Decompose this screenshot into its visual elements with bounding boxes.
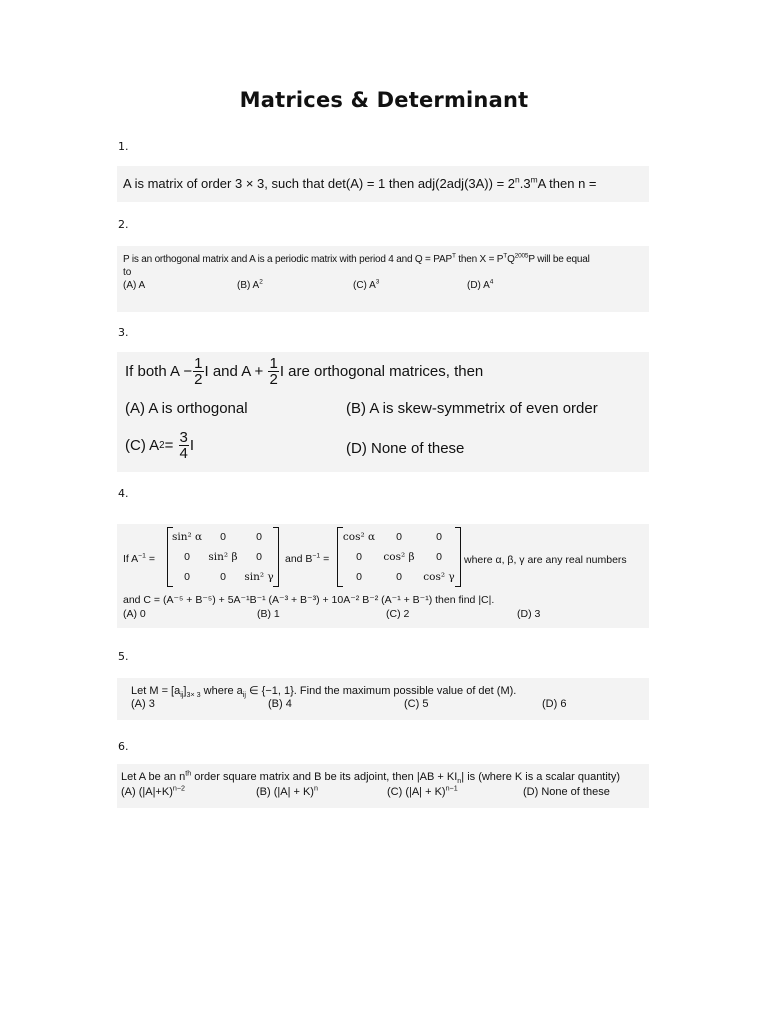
q6-option-d-label: (D) None of these (523, 786, 610, 798)
q3-option-c: (C) A 2 = $\frac{3}{4}$ I (125, 429, 195, 462)
q5-option-a: (A) 3 (131, 698, 155, 710)
matrix-cell: 0 (256, 551, 262, 563)
q4-text-part: and B (285, 553, 313, 565)
question-1-number: 1. (118, 140, 129, 153)
q4-and-label (285, 553, 329, 565)
q6-text-part: Let A be an n (121, 771, 186, 783)
q2-text-part: P will be equal (528, 254, 590, 265)
page-title: Matrices & Determinant (239, 88, 529, 112)
q3-option-b: (B) A is skew-symmetrix of even order (346, 400, 598, 417)
matrix-b-inverse (337, 527, 461, 587)
matrix-cell: 0 (256, 531, 262, 543)
q3-fraction-three-quarters (179, 430, 189, 461)
q6-option-b-sup: n (313, 784, 318, 793)
q4-definition-line: and C = (A⁻⁵ + B⁻⁵) + 5A⁻¹B⁻¹ (A⁻³ + B⁻³) + 10A⁻² B⁻² (A⁻¹ + B⁻¹) then find |C|. (123, 594, 495, 606)
q2-option-d-label: (D) A (467, 280, 490, 291)
q6-text-part: order square matrix and B be its adjoint, then |AB + KI (191, 771, 458, 783)
q3-frac-num: 1 (269, 355, 278, 372)
question-6-number: 6. (118, 740, 129, 753)
question-6-text (121, 769, 621, 786)
q4-text-part: = (320, 553, 330, 565)
question-6-box (117, 764, 649, 808)
q5-option-b: (B) 4 (268, 698, 292, 710)
matrix-cell: 0 (436, 551, 442, 563)
q5-sub: ij (180, 691, 184, 700)
q1-text-part: A is matrix of order 3 × 3, such that det(A) = 1 then adj(2adj(3A)) = 2 (123, 176, 516, 191)
q1-sup-m: m (530, 174, 538, 185)
q3-text-part: I and A + (204, 363, 264, 380)
q6-option-b (256, 786, 318, 798)
q2-text-part: Q (507, 254, 515, 265)
q4-if-label (123, 553, 155, 565)
q3-frac-num: 3 (179, 429, 188, 446)
matrix-cell: 0 (220, 571, 226, 583)
q2-option-d-sup: 4 (489, 278, 494, 286)
q4-option-a: (A) 0 (123, 608, 146, 620)
question-2-text (123, 254, 590, 265)
question-2-number: 2. (118, 218, 129, 231)
question-5-box (117, 678, 649, 720)
q6-option-c-label: (C) (|A| + K) (387, 786, 446, 798)
q2-option-a-label: (A) A (123, 280, 146, 291)
matrix-cell: sin² β (208, 551, 238, 563)
q2-option-b-sup: 2 (259, 278, 263, 286)
q2-sup: T (451, 252, 456, 260)
question-4-box (117, 524, 649, 628)
q4-option-c: (C) 2 (386, 608, 410, 620)
q2-sup: T (503, 252, 508, 260)
q2-option-c-sup: 3 (375, 278, 380, 286)
q6-option-d (523, 786, 610, 798)
question-3-number: 3. (118, 326, 129, 339)
q3-frac-den: 2 (194, 371, 203, 388)
matrix-cell: 0 (396, 571, 402, 583)
q6-sub: n (457, 777, 462, 786)
q2-option-a (123, 280, 145, 291)
q5-option-d: (D) 6 (542, 698, 567, 710)
q3-text-part: = (164, 437, 174, 454)
q3-frac-num: 1 (194, 355, 203, 372)
q2-sup: 2005 (514, 252, 529, 260)
q6-text-part: | is (where K is a scalar quantity) (461, 771, 621, 783)
matrix-a-inverse (167, 527, 279, 587)
q2-option-c (353, 280, 379, 291)
q3-text-part: I (189, 437, 195, 454)
matrix-cell: 0 (184, 551, 190, 563)
question-2-text-line2: to (123, 267, 132, 278)
q6-option-a (121, 786, 185, 798)
q1-text-part: A then n = (537, 176, 597, 191)
matrix-cell: sin² γ (244, 571, 274, 583)
q5-sub: 3× 3 (186, 691, 201, 700)
matrix-cell: cos² α (342, 531, 376, 543)
question-2-box (117, 246, 649, 312)
q4-sup: −1 (312, 552, 321, 560)
q4-text-part: If A (123, 553, 139, 565)
q4-sup: −1 (138, 552, 146, 560)
q5-text-part: ∈ {−1, 1}. Find the maximum possible value of det (M). (245, 685, 517, 697)
q6-option-a-label: (A) (|A|+K) (121, 786, 173, 798)
q3-text-part: (C) A (125, 437, 160, 454)
q3-option-a: (A) A is orthogonal (125, 400, 248, 417)
q2-option-b-label: (B) A (237, 280, 260, 291)
question-3-stem (125, 356, 483, 387)
q5-text-part: Let M = [a (131, 685, 181, 697)
question-1-box (117, 166, 649, 202)
q6-sup: th (185, 769, 192, 778)
q6-option-a-sup: n−2 (172, 784, 185, 793)
q5-option-c: (C) 5 (404, 698, 429, 710)
matrix-cell: 0 (356, 551, 362, 563)
question-3-box (117, 352, 649, 472)
q3-frac-den: 2 (269, 371, 278, 388)
question-4-number: 4. (118, 487, 129, 500)
question-1-text (123, 176, 597, 191)
question-5-number: 5. (118, 650, 129, 663)
q2-option-d (467, 280, 493, 291)
q5-text-part: where a (200, 685, 243, 697)
q4-option-b: (B) 1 (257, 608, 280, 620)
matrix-cell: 0 (184, 571, 190, 583)
matrix-cell: 0 (356, 571, 362, 583)
q3-frac-den: 4 (179, 445, 188, 462)
q5-text-part: ] (183, 685, 187, 697)
matrix-cell: 0 (396, 531, 402, 543)
q3-text-part: I are orthogonal matrices, then (279, 363, 484, 380)
matrix-cell: cos² β (383, 551, 415, 563)
matrix-cell: 0 (436, 531, 442, 543)
q2-text-part: then X = P (455, 254, 504, 265)
q6-option-c (387, 786, 458, 798)
q4-option-d: (D) 3 (517, 608, 541, 620)
matrix-cell: sin² α (172, 531, 203, 543)
q2-option-b (237, 280, 263, 291)
q4-where-text: where α, β, γ are any real numbers (464, 554, 627, 566)
q6-option-c-sup: n−1 (445, 784, 458, 793)
q3-option-d: (D) None of these (346, 440, 465, 457)
q6-option-b-label: (B) (|A| + K) (256, 786, 314, 798)
matrix-cell: 0 (220, 531, 226, 543)
q4-text-part: = (145, 553, 156, 565)
q5-sub: ij (242, 691, 246, 700)
q2-option-c-label: (C) A (353, 280, 376, 291)
q2-text-part: P is an orthogonal matrix and A is a periodic matrix with period 4 and Q = PAP (123, 254, 452, 265)
q3-fraction-half (268, 356, 278, 387)
q3-text-part: If both A − (125, 363, 193, 380)
question-5-text (131, 684, 517, 700)
q1-text-part: .3 (519, 176, 531, 191)
q3-fraction-half (193, 356, 203, 387)
q1-sup-n: n (515, 174, 520, 185)
matrix-cell: cos² γ (423, 571, 455, 583)
